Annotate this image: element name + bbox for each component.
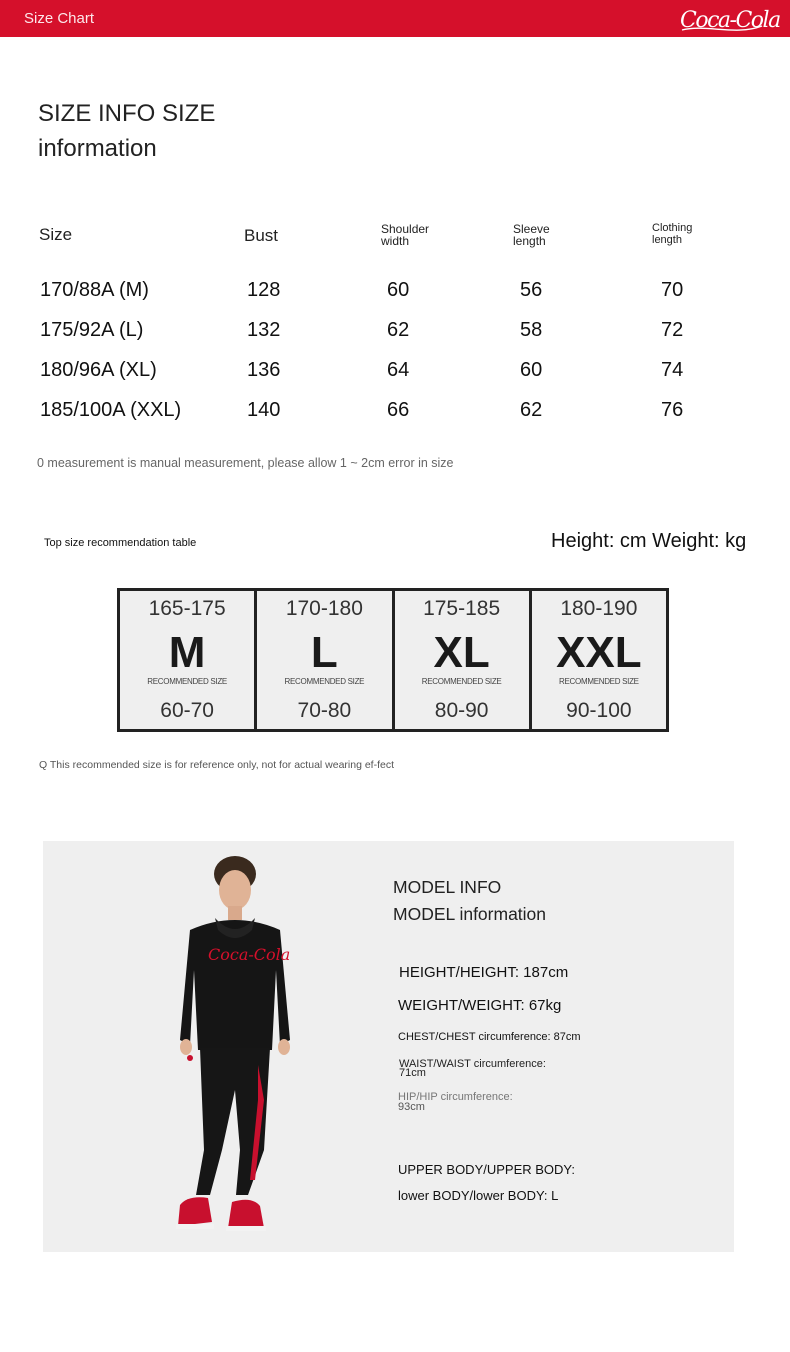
rec-sub-label: RECOMMENDED SIZE [559, 677, 639, 686]
size-cell: 170/88A (M) [40, 279, 149, 301]
units-label: Height: cm Weight: kg [551, 530, 747, 552]
length-cell: 72 [661, 319, 684, 341]
shoulder-cell: 64 [387, 359, 410, 381]
bust-cell: 140 [247, 399, 281, 421]
sleeve-cell: 60 [520, 359, 543, 381]
size-cell: 185/100A (XXL) [40, 399, 182, 421]
model-hip-label: HIP/HIP circumference: [398, 1091, 513, 1103]
rec-box-xl [395, 591, 532, 729]
rec-weight: 60-70 [160, 699, 214, 722]
rec-box-xxl [532, 591, 666, 729]
model-waist-value: 71cm [399, 1067, 426, 1079]
measurement-note: 0 measurement is manual measurement, please allow 1 ~ 2cm error in size [37, 456, 454, 470]
rec-sub-label: RECOMMENDED SIZE [421, 677, 502, 686]
sleeve-cell: 58 [520, 319, 543, 341]
svg-text:Coca-Cola: Coca-Cola [680, 8, 780, 33]
shoulder-cell: 62 [387, 319, 410, 341]
sleeve-cell: 56 [520, 279, 543, 301]
model-height: HEIGHT/HEIGHT: 187cm [399, 964, 569, 981]
rec-weight: 90-100 [566, 699, 632, 722]
rec-height: 180-190 [560, 597, 638, 620]
bust-cell: 128 [247, 279, 281, 301]
recommendation-note: Q This recommended size is for reference only, not for actual wearing ef-fect [39, 759, 395, 771]
length-cell: 70 [661, 279, 684, 301]
rec-height: 165-175 [148, 597, 226, 620]
length-cell: 74 [661, 359, 684, 381]
rec-weight: 80-90 [434, 699, 489, 722]
col-header-size: Size [39, 225, 73, 244]
recommendation-title: Top size recommendation table [44, 537, 197, 549]
rec-box-m [120, 591, 257, 729]
rec-sub-label: RECOMMENDED SIZE [147, 677, 227, 686]
col-header-shoulder: Shoulder width [381, 222, 430, 248]
sleeve-cell: 62 [520, 399, 543, 421]
model-lower-body: lower BODY/lower BODY: L [398, 1188, 559, 1203]
col-header-clothing: Clothing length [652, 222, 693, 246]
length-cell: 76 [661, 399, 684, 421]
rec-size: L [310, 628, 338, 677]
model-upper-body: UPPER BODY/UPPER BODY: [398, 1162, 575, 1177]
bust-cell: 132 [247, 319, 281, 341]
model-title-2: MODEL information [393, 904, 547, 924]
model-chest: CHEST/CHEST circumference: 87cm [398, 1031, 581, 1043]
model-waist-label: WAIST/WAIST circumference: [399, 1058, 546, 1070]
col-header-sleeve: Sleeve length [513, 222, 550, 248]
rec-sub-label: RECOMMENDED SIZE [284, 677, 365, 686]
model-hip-value: 93cm [398, 1101, 425, 1113]
rec-size: XXL [556, 628, 642, 677]
recommendation-table [117, 588, 669, 732]
size-info-title: SIZE INFO SIZE information [38, 100, 216, 162]
size-cell: 175/92A (L) [40, 319, 144, 341]
rec-size: XL [433, 628, 490, 677]
header-bar [0, 0, 790, 37]
rec-box-l [257, 591, 394, 729]
shoulder-cell: 60 [387, 279, 410, 301]
rec-height: 170-180 [285, 597, 363, 620]
size-cell: 180/96A (XL) [40, 359, 157, 381]
rec-height: 175-185 [423, 597, 501, 620]
rec-weight: 70-80 [297, 699, 352, 722]
svg-text:Coca-Cola: Coca-Cola [208, 945, 291, 964]
shoulder-cell: 66 [387, 399, 410, 421]
coca-cola-logo [676, 2, 780, 36]
model-panel [43, 841, 734, 1252]
rec-size: M [168, 628, 206, 677]
model-title-1: MODEL INFO [393, 877, 502, 897]
model-weight: WEIGHT/WEIGHT: 67kg [398, 997, 562, 1014]
page-title: Size Chart [24, 10, 95, 27]
bust-cell: 136 [247, 359, 281, 381]
model-photo [160, 850, 310, 1246]
col-header-bust: Bust [244, 226, 279, 245]
